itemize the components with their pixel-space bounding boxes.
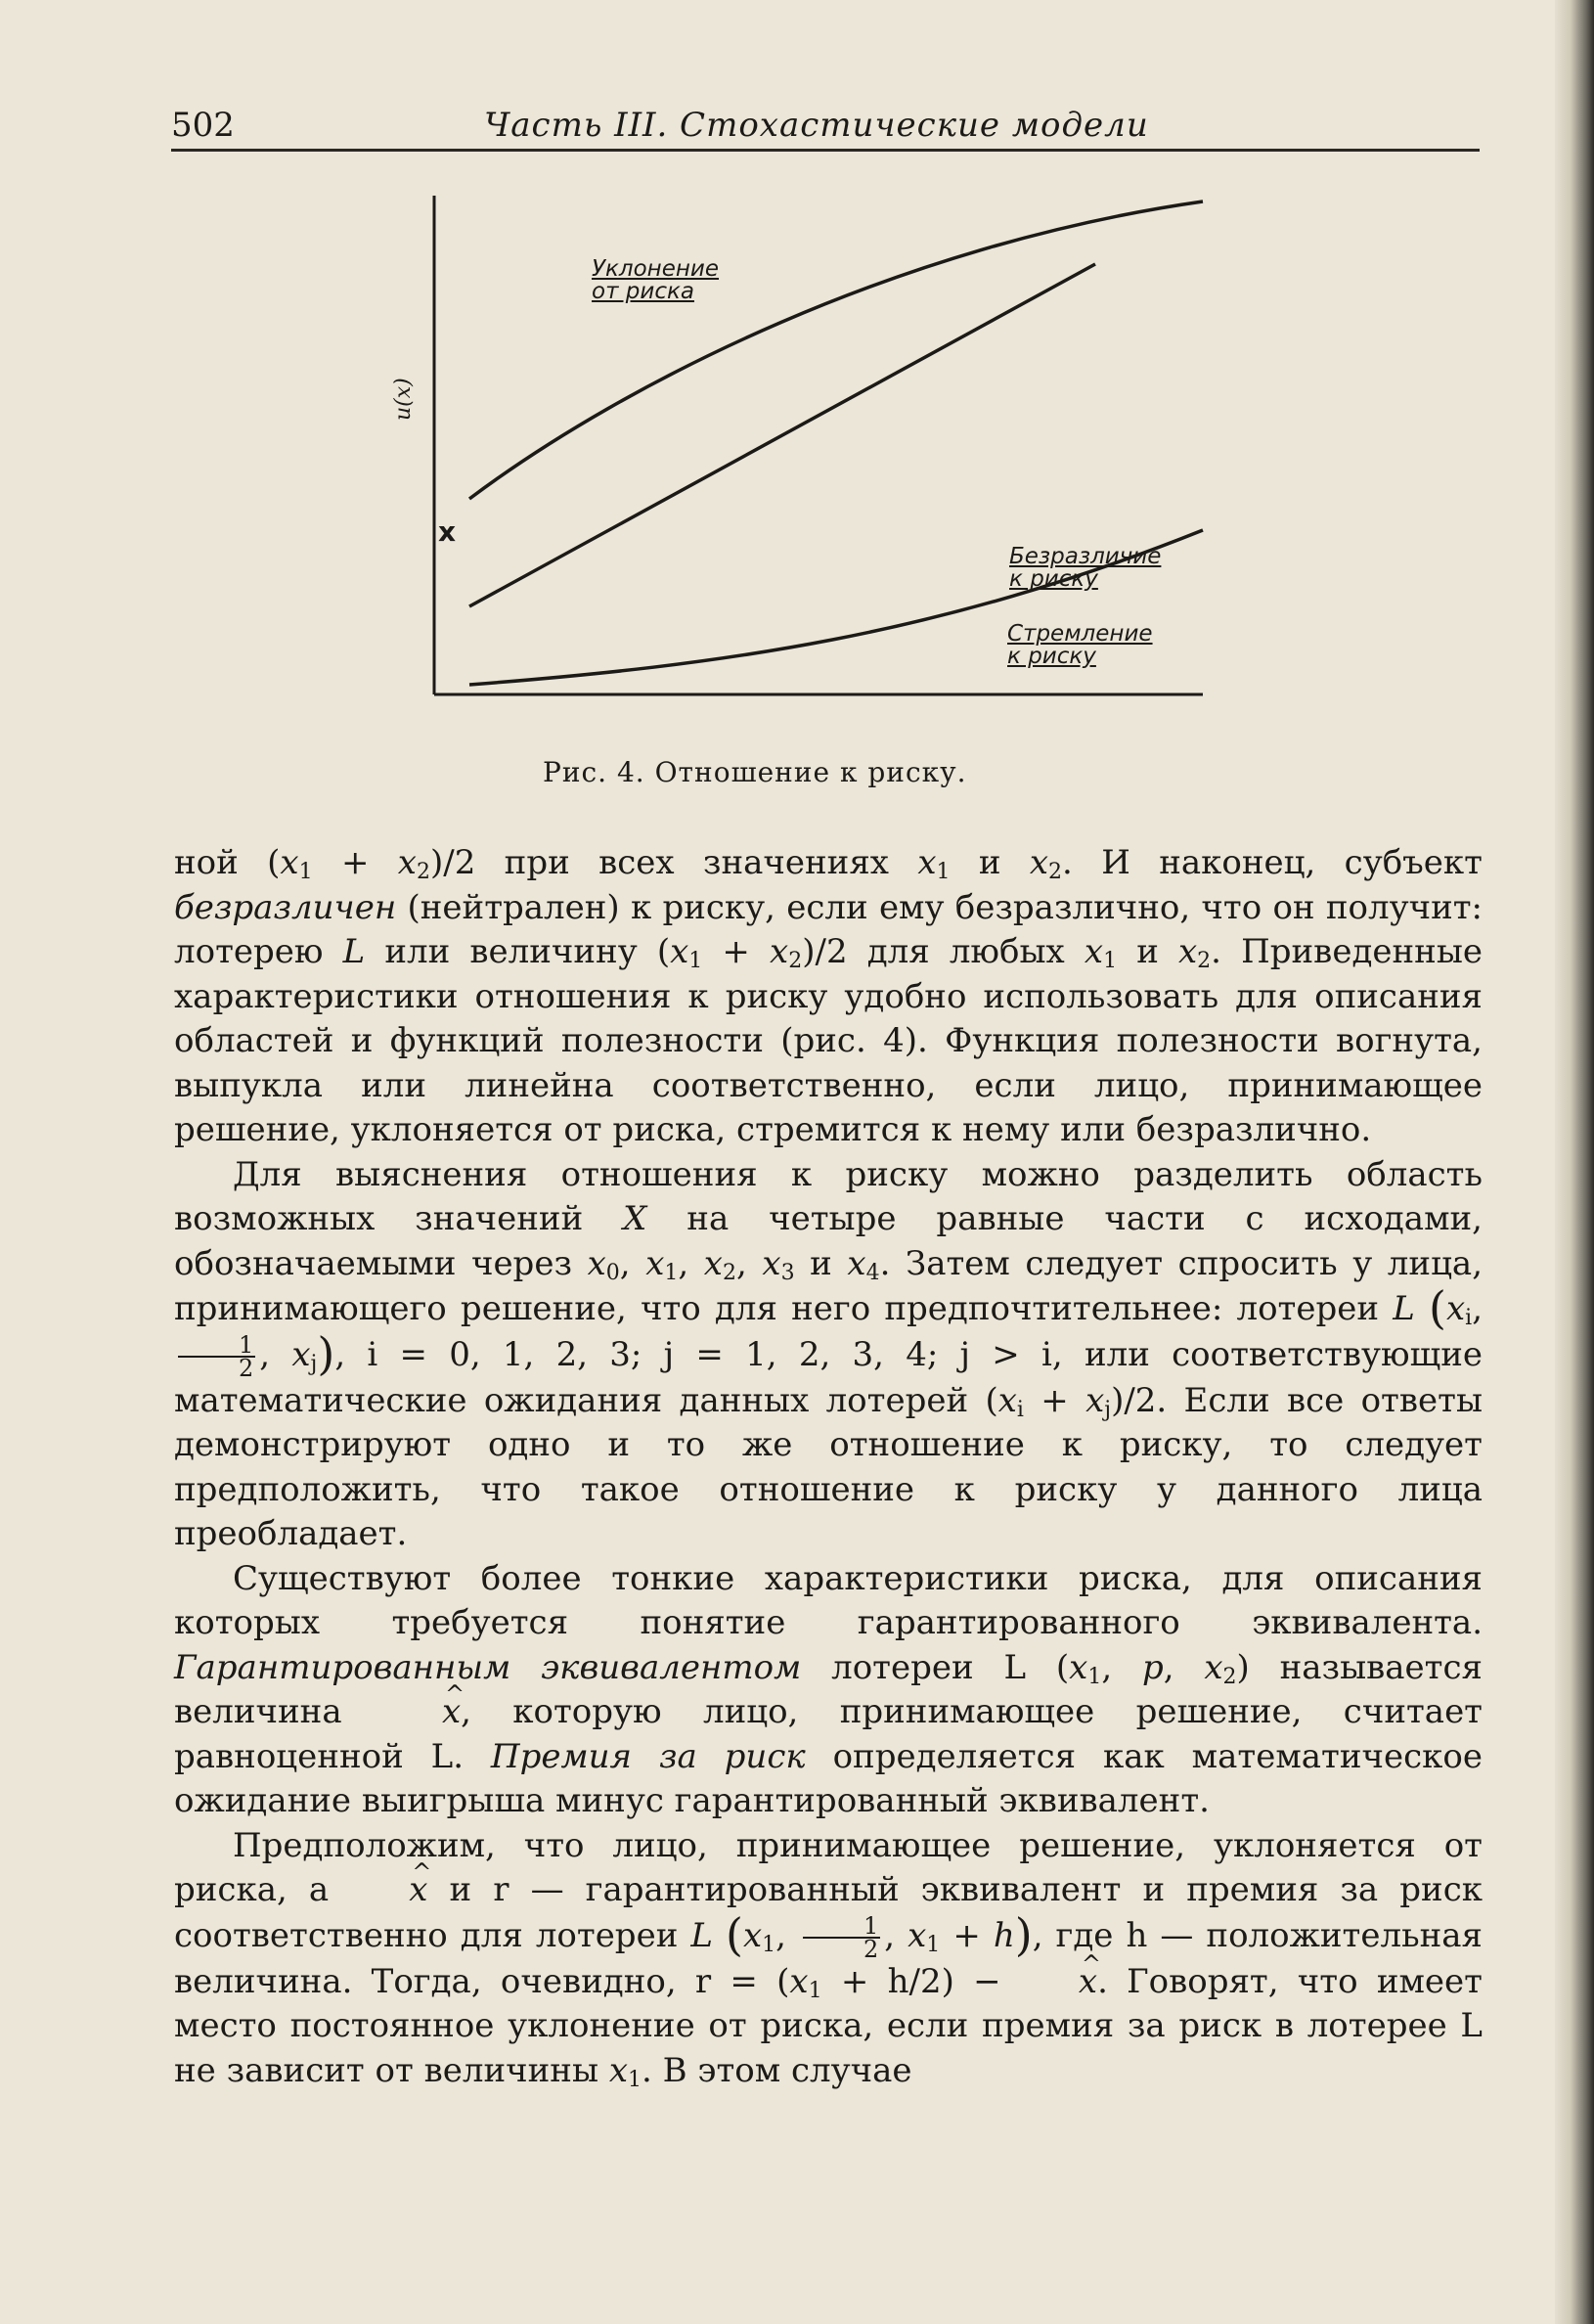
paragraph: ной $(x_1 + x_2)/2$ при всех значениях $x_1$ и $x_2$. И наконец, субъект безразличен (нейтрален) к риску, если ему безразлично, что он получит: лотерею L или величину $(x_1 + x_2)/2$ для любых $x_1$ и $x_2$. Приведенные характеристики отношения к риску удобно использовать для описания областей и функций полезности (рис. 4). Функция полезности вогнута, выпукла или линейна соответственно, если лицо, принимающее решение, уклоняется от риска, стремится к нему или безразлично. xyxy=(174,843,1483,1149)
body-text xyxy=(174,841,1483,2093)
y-axis-label: u(x) xyxy=(391,378,416,421)
label-risk-neutral: Безразличие к риску xyxy=(1009,544,1162,592)
figure-caption: Рис. 4. Отношение к риску. xyxy=(543,756,967,788)
paragraph: Предположим, что лицо, принимающее решение, уклоняется от риска, а ^ x и r — гарантированный эквивалент и премия за риск соответственно для лотереи L ($x_1$, $\frac{1}{2}$ , $x_1 + h$), где h — положительная величина. Тогда, очевидно, $r = (x_1 + h/2)$ − ^ x. Говорят, что имеет место постоянное уклонение от риска, если премия за риск в лотерее L не зависит от величины $x_1$. В этом случае xyxy=(174,1824,1483,2094)
page-binding-edge xyxy=(1555,0,1594,2324)
risk-averse-curve xyxy=(469,201,1203,499)
x-axis-label: x xyxy=(438,515,457,548)
risk-attitude-figure xyxy=(391,186,1252,734)
label-risk-averse: Уклонение от риска xyxy=(592,256,720,304)
label-risk-seeking: Стремление к риску xyxy=(1007,621,1153,669)
page-header xyxy=(171,106,1480,152)
running-title: Часть III. Стохастические модели xyxy=(484,106,1149,145)
paragraph: Для выяснения отношения к риску можно разделить область возможных значений X на четыре равные части с исходами, обозначаемыми через $x_0$, $x_1$, $x_2$, $x_3$ и $x_4$. Затем следует спросить у лица, принимающего решение, что для него предпочтительнее: лотереи L ($x_i$, $\frac{1}{2}$ , $x_j$), i = 0, 1, 2, 3; j = 1, 2, 3, 4; j > i, или соответствующие математические ожидания данных лотерей $(x_i + x_j)/2$. Если все ответы демонстрируют одно и то же отношение к риску, то следует предположить, что такое отношение к риску у данного лица преобладает. xyxy=(174,1154,1483,1553)
paragraph: Существуют более тонкие характеристики риска, для описания которых требуется понятие гарантированного эквивалента. Гарантированным эквивалентом лотереи L ($x_1$, p, $x_2$) называется величина ^ x, которую лицо, принимающее решение, считает равноценной L. Премия за риск определяется как математическое ожидание выигрыша минус гарантированный эквивалент. xyxy=(174,1557,1483,1824)
page-number: 502 xyxy=(171,106,235,145)
